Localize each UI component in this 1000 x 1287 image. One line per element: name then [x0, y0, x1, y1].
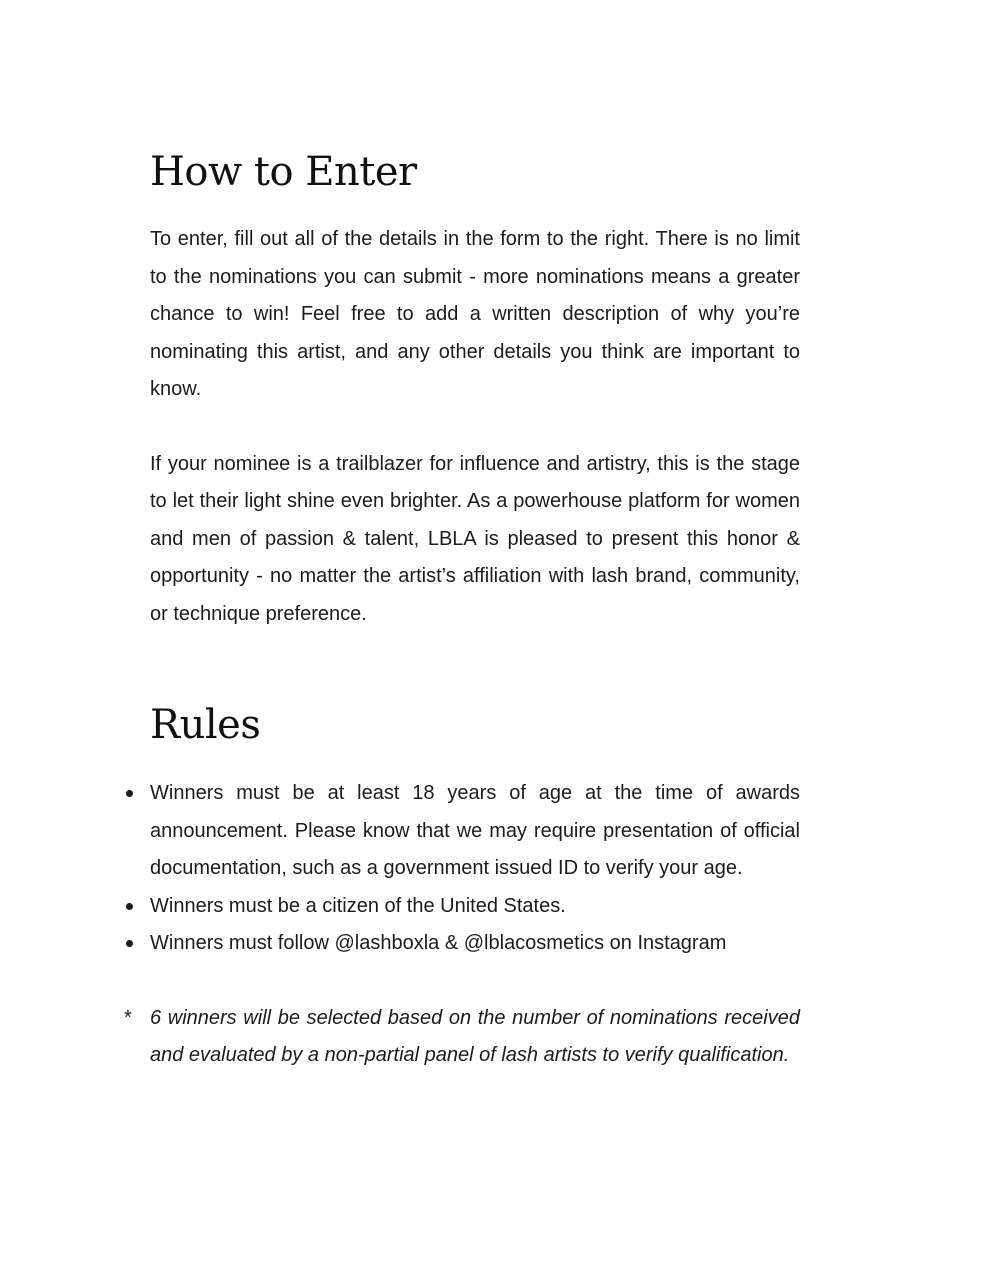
winners-note	[124, 1000, 800, 1075]
rule-text: Winners must follow @lashboxla & @lblacosmetics on Instagram	[150, 932, 727, 954]
rule-text: Winners must be a citizen of the United States.	[150, 894, 566, 917]
winners-note-text: 6 winners will be selected based on the number of nominations received and evaluated by a non-partial panel of lash artists to verify qualification.	[150, 1006, 800, 1066]
how-to-enter-section	[150, 144, 800, 633]
bullet-icon	[126, 903, 133, 910]
rules-list	[150, 775, 800, 963]
main-content	[124, 144, 800, 1095]
bullet-icon	[126, 940, 133, 947]
asterisk-marker: *	[124, 1006, 132, 1029]
rule-text: Winners must be at least 18 years of age at the time of awards announcement. Please know that we may require presentation of official documentation, such as a government issued ID to verify your age.	[150, 782, 800, 879]
bullet-icon	[126, 790, 133, 797]
rule-item	[150, 925, 800, 963]
intro-paragraph: To enter, fill out all of the details in the form to the right. There is no limit to the nominations you can submit - more nominations means a greater chance to win! Feel free to add a written description of why you’re nominating this artist, and any other details you think are important to know.	[150, 228, 800, 400]
rule-item	[150, 888, 800, 926]
nominee-paragraph: If your nominee is a trailblazer for influence and artistry, this is the stage to let their light shine even brighter. As a powerhouse platform for women and men of passion & talent, LBLA is pleased to present this honor & opportunity - no matter the artist’s affiliation with lash brand, community, or technique preference.	[150, 452, 800, 625]
rules-section	[124, 697, 800, 1075]
rules-heading: Rules	[150, 702, 261, 748]
rule-item	[150, 775, 800, 888]
how-to-enter-heading: How to Enter	[150, 149, 417, 195]
